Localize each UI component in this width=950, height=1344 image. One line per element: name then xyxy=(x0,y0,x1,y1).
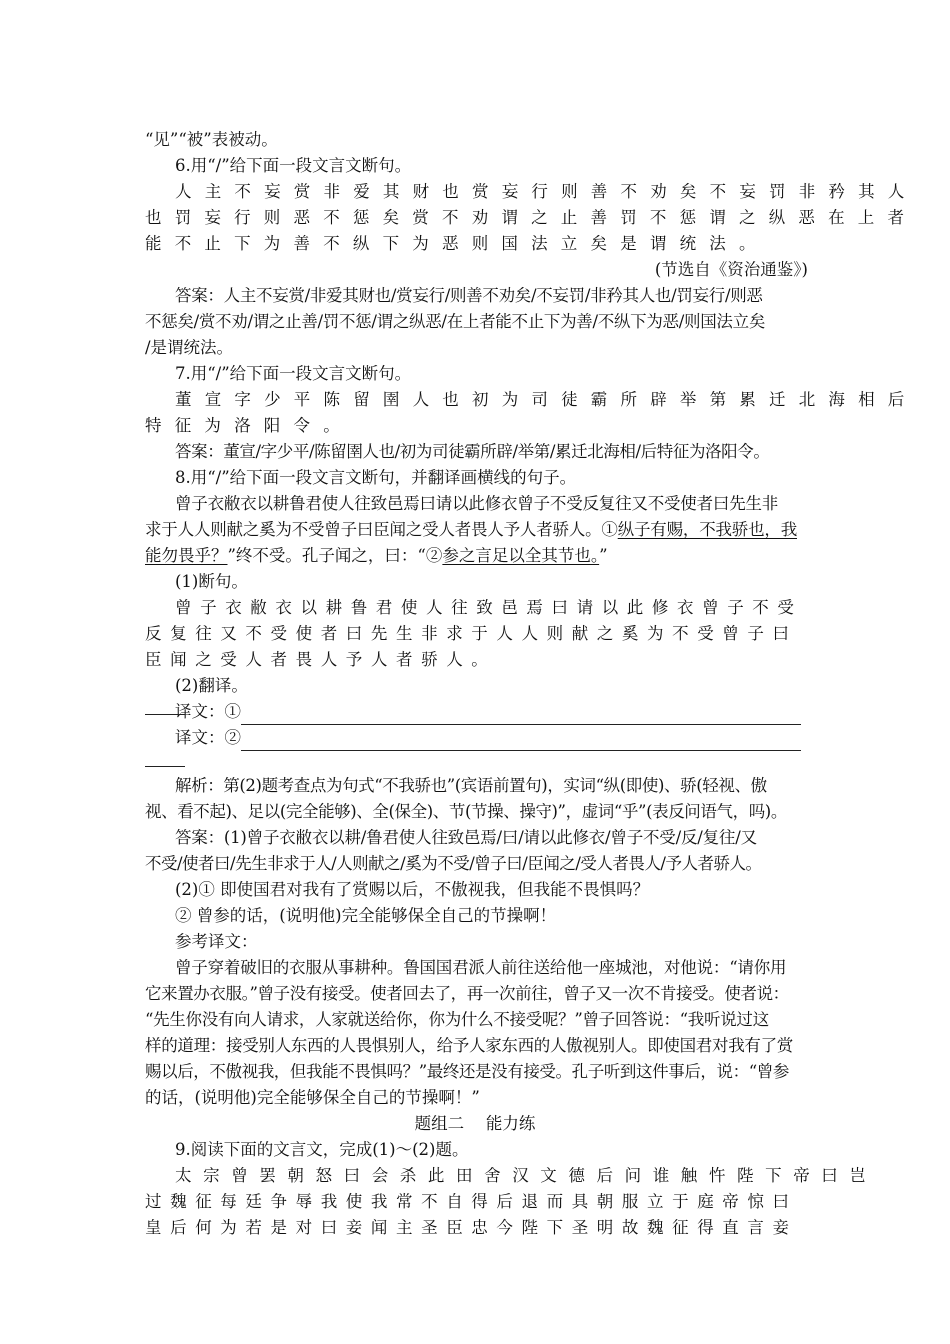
reference-translation-heading: 参考译文： xyxy=(175,932,258,951)
source-citation: (节选自《资治通鉴》) xyxy=(654,260,808,279)
analysis-line: 解析：第(2)题考查点为句式“不我骄也”(宾语前置句)，实词“纵(即使)、骄(轻视、傲 xyxy=(175,776,767,795)
classical-passage-line: 皇后何为若是对曰妾闻主圣臣忠今陛下圣明故魏征得直言妾 xyxy=(145,1218,798,1237)
subquestion-label: (1)断句。 xyxy=(175,572,248,591)
classical-passage-line: 能不止下为善不纵下为恶则国法立矣是谓统法。 xyxy=(145,234,769,253)
section-heading: 题组二 能力练 xyxy=(414,1114,536,1133)
answer-line: /是谓统法。 xyxy=(145,338,234,357)
translation-answer-2 xyxy=(175,725,801,751)
classical-passage-line: 曾子衣敝衣以耕鲁君使人往致邑焉曰请以此修衣曾子不受 xyxy=(175,598,803,617)
classical-passage-line: 曾子衣敝衣以耕鲁君使人往致邑焉曰请以此修衣曾子不受反复往又不受使者曰先生非 xyxy=(175,494,779,513)
answer-blank-line xyxy=(145,714,185,715)
subquestion-label: (2)翻译。 xyxy=(175,676,248,695)
classical-passage-line: 过魏征每廷争辱我使我常不自得后退而具朝服立于庭帝惊曰 xyxy=(145,1192,798,1211)
classical-passage-line xyxy=(145,517,797,543)
reference-translation-line: “先生你没有向人请求，人家就送给你，你为什么不接受呢？”曾子回答说：“我听说过这 xyxy=(145,1010,769,1029)
underlined-sentence-2: 参之言足以全其节也。 xyxy=(442,546,600,565)
reference-translation-line: 赐以后，不傲视我，但我能不畏惧吗？”最终还是没有接受。孔子听到这件事后，说：“曾参 xyxy=(145,1062,789,1081)
answer-blank-line xyxy=(145,766,185,767)
answer-line: ② 曾参的话，(说明他)完全能够保全自己的节操啊！ xyxy=(175,906,557,925)
answer-line: 不受/使者曰/先生非求于人/人则献之/奚为不受/曾子曰/臣闻之/受人者畏人/予人者骄人。 xyxy=(145,854,762,873)
question-9-prompt: 9.阅读下面的文言文，完成(1)～(2)题。 xyxy=(175,1140,469,1159)
translation-label: 译文：② xyxy=(175,728,241,747)
classical-passage-line: 臣闻之受人者畏人予人者骄人。 xyxy=(145,650,497,669)
classical-passage-line: 也罚妄行则恶不惩矣赏不劝谓之止善罚不惩谓之纵恶在上者 xyxy=(145,208,918,227)
passage-text: ” xyxy=(599,546,608,565)
underlined-sentence-1: 纵子有赐，不我骄也，我 xyxy=(617,520,798,539)
classical-passage-line: 太宗曾罢朝怒曰会杀此田舍汉文德后问谁触忤陛下帝曰岂 xyxy=(175,1166,878,1185)
question-7-prompt: 7.用“/”给下面一段文言文断句。 xyxy=(175,364,412,383)
answer-line: 答案：董宣/字少平/陈留圉人也/初为司徒霸所辟/举第/累迁北海相/后特征为洛阳令。 xyxy=(175,442,770,461)
reference-translation-line: 的话，(说明他)完全能够保全自己的节操啊！” xyxy=(145,1088,480,1107)
text-line: “见”“被”表被动。 xyxy=(145,130,278,149)
reference-translation-line: 曾子穿着破旧的衣服从事耕种。鲁国国君派人前往送给他一座城池，对他说：“请你用 xyxy=(175,958,787,977)
answer-line: 答案：人主不妄赏/非爱其财也/赏妄行/则善不劝矣/不妄罚/非矜其人也/罚妄行/则恶 xyxy=(175,286,763,305)
answer-line: 不惩矣/赏不劝/谓之止善/罚不惩/谓之纵恶/在上者能不止下为善/不纵下为恶/则国法立矣 xyxy=(145,312,766,331)
passage-text: 求于人人则献之奚为不受曾子曰臣闻之受人者畏人予人者骄人。① xyxy=(145,520,618,539)
reference-translation-line: 样的道理：接受别人东西的人畏惧别人，给予人家东西的人傲视别人。即使国君对我有了赏 xyxy=(145,1036,794,1055)
classical-passage-line: 人主不妄赏非爱其财也赏妄行则善不劝矣不妄罚非矜其人 xyxy=(175,182,918,201)
answer-line: (2)① 即使国君对我有了赏赐以后，不傲视我，但我能不畏惧吗？ xyxy=(175,880,650,899)
answer-blank-line xyxy=(241,706,801,725)
translation-label: 译文：① xyxy=(175,702,241,721)
question-8-prompt: 8.用“/”给下面一段文言文断句，并翻译画横线的句子。 xyxy=(175,468,577,487)
classical-passage-line xyxy=(145,543,608,569)
reference-translation-line: 它来置办衣服。”曾子没有接受。使者回去了，再一次前往，曾子又一次不肯接受。使者说： xyxy=(145,984,789,1003)
classical-passage-line: 反复往又不受使者曰先生非求于人人则献之奚为不受曾子曰 xyxy=(145,624,798,643)
question-6-prompt: 6.用“/”给下面一段文言文断句。 xyxy=(175,156,412,175)
answer-line: 答案：(1)曾子衣敝衣以耕/鲁君使人往致邑焉/曰/请以此修衣/曾子不受/反/复往/又 xyxy=(175,828,757,847)
classical-passage-line: 特征为洛阳令。 xyxy=(145,416,353,435)
analysis-line: 视、看不起)、足以(完全能够)、全(保全)、节(节操、操守)”，虚词“乎”(表反问语气，吗)。 xyxy=(145,802,787,821)
answer-blank-line xyxy=(241,732,801,751)
passage-text: ”终不受。孔子闻之，曰：“② xyxy=(227,546,443,565)
translation-answer-1 xyxy=(175,699,801,725)
underlined-sentence-1-end: 能勿畏乎？ xyxy=(145,546,228,565)
classical-passage-line: 董宣字少平陈留圉人也初为司徒霸所辟举第累迁北海相后 xyxy=(175,390,918,409)
